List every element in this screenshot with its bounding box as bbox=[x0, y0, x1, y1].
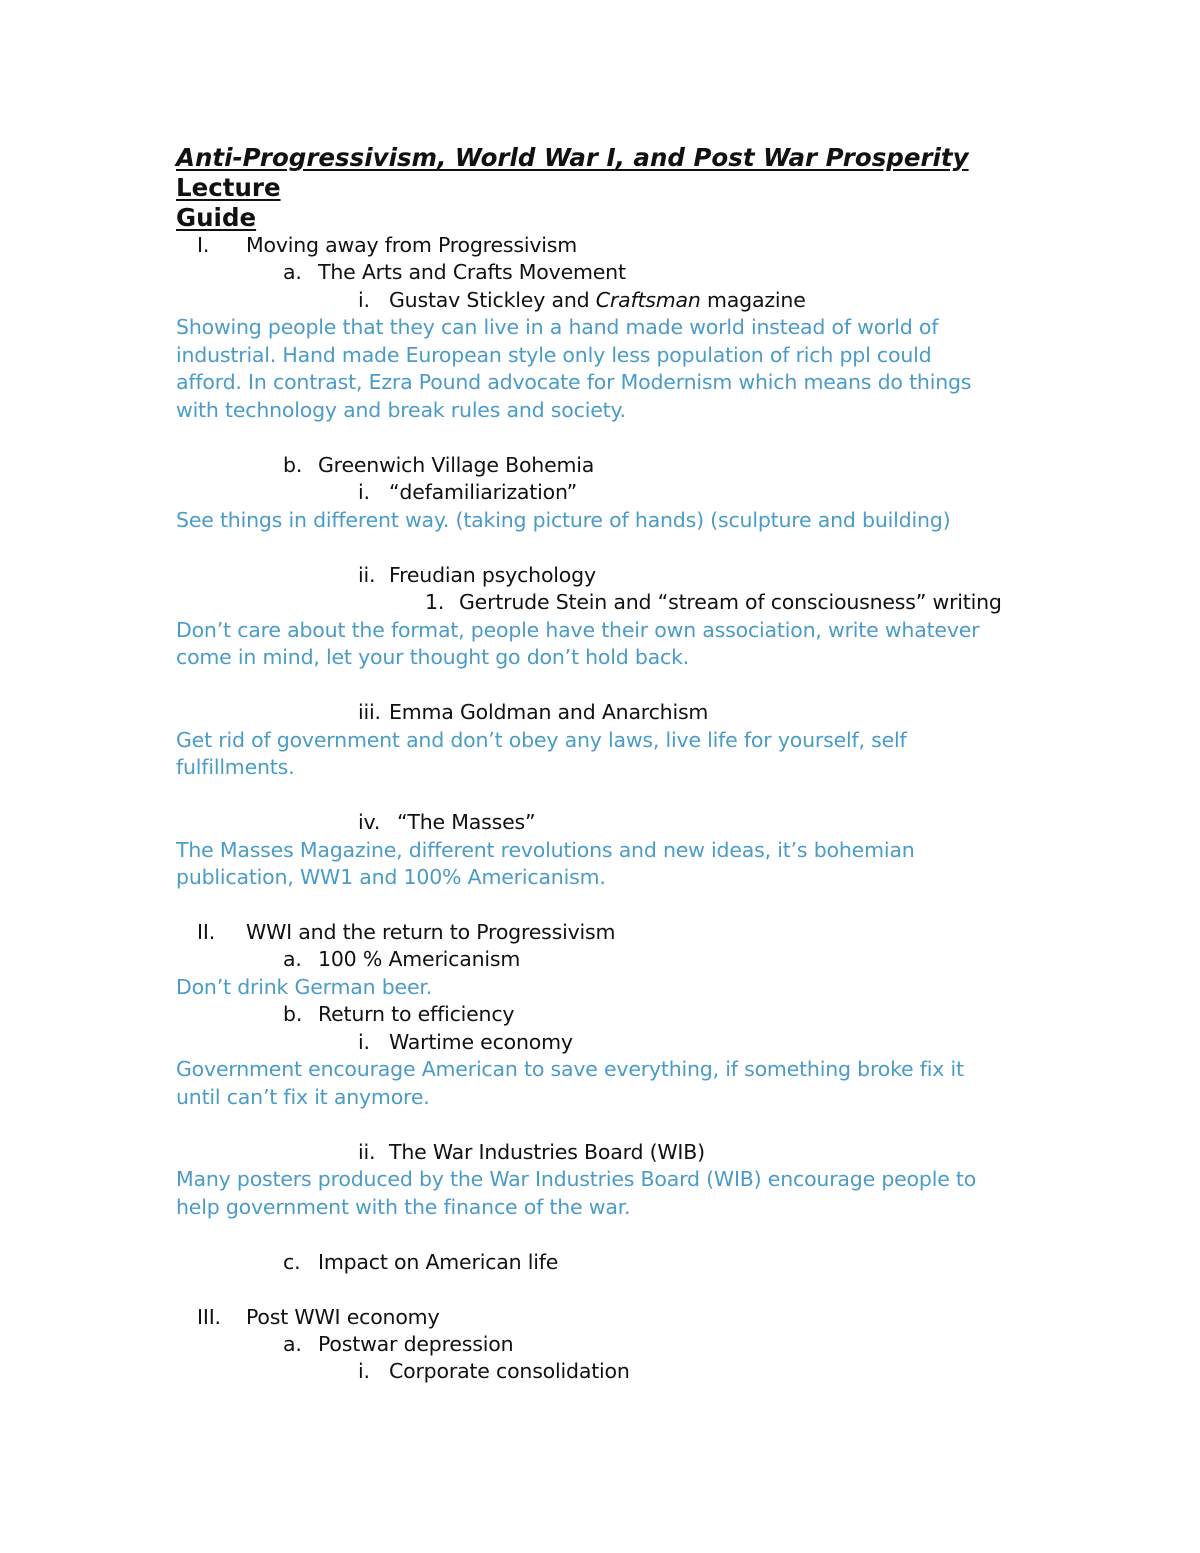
outline-item-text: Gustav Stickley and bbox=[389, 288, 596, 312]
note-line: publication, WW1 and 100% Americanism. bbox=[176, 865, 606, 889]
outline-num: 1. bbox=[425, 590, 445, 614]
note-line: Government encourage American to save everything, if something broke fix it bbox=[176, 1057, 964, 1081]
outline-item: Impact on American life bbox=[318, 1250, 559, 1274]
outline-item: Corporate consolidation bbox=[389, 1359, 630, 1383]
outline-num: a. bbox=[283, 260, 302, 284]
outline-item: Greenwich Village Bohemia bbox=[318, 453, 595, 477]
title-rest: Lecture bbox=[176, 173, 281, 202]
note-line: with technology and break rules and society. bbox=[176, 398, 626, 422]
title-italic: Anti-Progressivism, World War I, and Post War Prosperity bbox=[176, 143, 969, 172]
outline-item: “defamiliarization” bbox=[389, 480, 578, 504]
outline-num: a. bbox=[283, 1332, 302, 1356]
note-line: industrial. Hand made European style only less population of rich ppl could bbox=[176, 343, 932, 367]
outline-item: The War Industries Board (WIB) bbox=[389, 1140, 705, 1164]
title-line2: Guide bbox=[176, 203, 257, 232]
outline-num: ii. bbox=[358, 563, 376, 587]
note-line: help government with the finance of the war. bbox=[176, 1195, 631, 1219]
note-line: Don’t drink German beer. bbox=[176, 975, 433, 999]
outline-item-text: magazine bbox=[700, 288, 806, 312]
magazine-title: Craftsman bbox=[595, 288, 701, 312]
outline-heading: WWI and the return to Progressivism bbox=[246, 920, 616, 944]
outline-item: Emma Goldman and Anarchism bbox=[389, 700, 709, 724]
note-line: The Masses Magazine, different revolutions and new ideas, it’s bohemian bbox=[176, 838, 915, 862]
note-line: fulfillments. bbox=[176, 755, 295, 779]
outline-item: 100 % Americanism bbox=[318, 947, 521, 971]
note-line: Many posters produced by the War Industries Board (WIB) encourage people to bbox=[176, 1167, 977, 1191]
note-line: until can’t fix it anymore. bbox=[176, 1085, 430, 1109]
outline-item: Postwar depression bbox=[318, 1332, 514, 1356]
note-line: Showing people that they can live in a hand made world instead of world of bbox=[176, 315, 939, 339]
note-line: Get rid of government and don’t obey any laws, live life for yourself, self bbox=[176, 728, 907, 752]
outline-num: i. bbox=[358, 1030, 370, 1054]
outline-heading: Moving away from Progressivism bbox=[246, 233, 577, 257]
outline-item: Wartime economy bbox=[389, 1030, 573, 1054]
outline-num: iv. bbox=[358, 810, 381, 834]
outline-item: Freudian psychology bbox=[389, 563, 596, 587]
outline-num: iii. bbox=[358, 700, 381, 724]
outline-item bbox=[389, 286, 806, 314]
outline-num: c. bbox=[283, 1250, 301, 1274]
outline-num: i. bbox=[358, 1359, 370, 1383]
outline-num: b. bbox=[283, 1002, 303, 1026]
outline-num: a. bbox=[283, 947, 302, 971]
outline-num: ii. bbox=[358, 1140, 376, 1164]
outline-num: III. bbox=[197, 1305, 221, 1329]
outline-item: The Arts and Crafts Movement bbox=[318, 260, 626, 284]
outline-heading: Post WWI economy bbox=[246, 1305, 440, 1329]
page-title bbox=[176, 143, 1036, 233]
outline-item: Gertrude Stein and “stream of consciousness” writing bbox=[459, 590, 1002, 614]
outline-item: “The Masses” bbox=[397, 810, 536, 834]
outline-num: II. bbox=[197, 920, 216, 944]
outline-num: I. bbox=[197, 233, 210, 257]
outline-num: i. bbox=[358, 288, 370, 312]
note-line: See things in different way. (taking picture of hands) (sculpture and building) bbox=[176, 508, 951, 532]
outline-num: b. bbox=[283, 453, 303, 477]
note-line: come in mind, let your thought go don’t hold back. bbox=[176, 645, 690, 669]
outline-item: Return to efficiency bbox=[318, 1002, 515, 1026]
note-line: afford. In contrast, Ezra Pound advocate for Modernism which means do things bbox=[176, 370, 972, 394]
outline-num: i. bbox=[358, 480, 370, 504]
note-line: Don’t care about the format, people have their own association, write whatever bbox=[176, 618, 980, 642]
